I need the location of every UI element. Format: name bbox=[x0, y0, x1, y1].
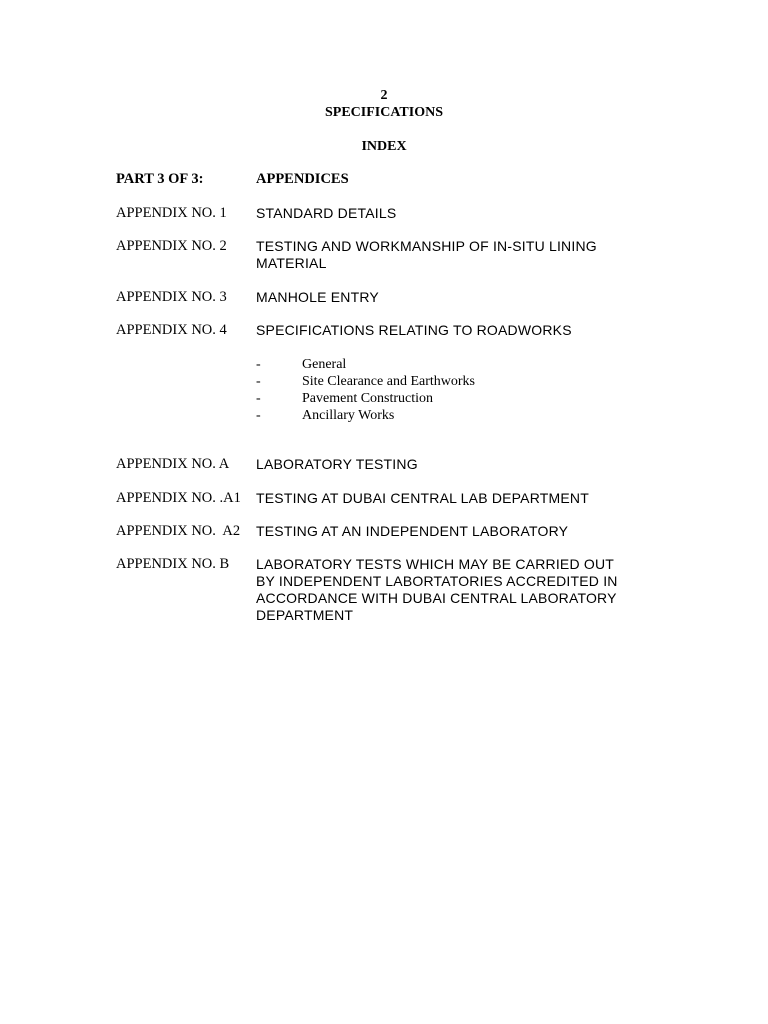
appendix-title-line: TESTING AT AN INDEPENDENT LABORATORY bbox=[256, 523, 569, 539]
list-dash: - bbox=[256, 408, 261, 423]
appendix-title-line: TESTING AT DUBAI CENTRAL LAB DEPARTMENT bbox=[256, 490, 589, 506]
list-item-text: Site Clearance and Earthworks bbox=[302, 374, 475, 389]
list-dash: - bbox=[256, 391, 261, 406]
list-item bbox=[256, 356, 656, 373]
appendix-title bbox=[256, 205, 676, 222]
appendix-title-line: ACCORDANCE WITH DUBAI CENTRAL LABORATORY bbox=[256, 590, 617, 606]
appendix-label: APPENDIX NO. 4 bbox=[116, 322, 227, 338]
list-dash: - bbox=[256, 357, 261, 372]
appendix-title-line: SPECIFICATIONS RELATING TO ROADWORKS bbox=[256, 322, 572, 338]
appendix-title bbox=[256, 456, 676, 473]
appendix-title bbox=[256, 238, 676, 272]
appendix-label: APPENDIX NO. .A1 bbox=[116, 490, 241, 506]
appendix-label: APPENDIX NO. 3 bbox=[116, 289, 227, 305]
list-item bbox=[256, 407, 656, 424]
appendix-title-line: MATERIAL bbox=[256, 255, 327, 271]
list-item bbox=[256, 390, 656, 407]
appendix-title-line: LABORATORY TESTING bbox=[256, 456, 418, 472]
document-title: SPECIFICATIONS bbox=[325, 105, 443, 120]
list-item-text: Pavement Construction bbox=[302, 391, 434, 406]
part-label: PART 3 OF 3: bbox=[116, 171, 204, 187]
appendix-title-line: STANDARD DETAILS bbox=[256, 205, 397, 221]
appendix-title-line: BY INDEPENDENT LABORTATORIES ACCREDITED IN bbox=[256, 573, 618, 589]
appendix-title bbox=[256, 289, 676, 306]
part-title: APPENDICES bbox=[256, 171, 349, 187]
appendix-title bbox=[256, 523, 676, 540]
appendix-label: APPENDIX NO. 1 bbox=[116, 205, 227, 221]
appendix-title bbox=[256, 322, 676, 339]
appendix-title bbox=[256, 490, 676, 507]
appendix-title-line: DEPARTMENT bbox=[256, 607, 354, 623]
roadworks-list bbox=[256, 356, 656, 424]
page-number: 2 bbox=[380, 88, 388, 103]
appendix-label: APPENDIX NO. A2 bbox=[116, 523, 241, 539]
appendix-title-line: MANHOLE ENTRY bbox=[256, 289, 379, 305]
appendix-title bbox=[256, 556, 676, 624]
appendix-label: APPENDIX NO. 2 bbox=[116, 238, 227, 254]
appendix-title-line: LABORATORY TESTS WHICH MAY BE CARRIED OUT bbox=[256, 556, 615, 572]
list-item-text: Ancillary Works bbox=[302, 408, 395, 423]
index-heading: INDEX bbox=[361, 139, 407, 154]
list-item-text: General bbox=[302, 357, 347, 372]
appendix-title-line: TESTING AND WORKMANSHIP OF IN-SITU LINING bbox=[256, 238, 597, 254]
list-item bbox=[256, 373, 656, 390]
list-dash: - bbox=[256, 374, 261, 389]
appendix-label: APPENDIX NO. A bbox=[116, 456, 230, 472]
appendix-label: APPENDIX NO. B bbox=[116, 556, 230, 572]
